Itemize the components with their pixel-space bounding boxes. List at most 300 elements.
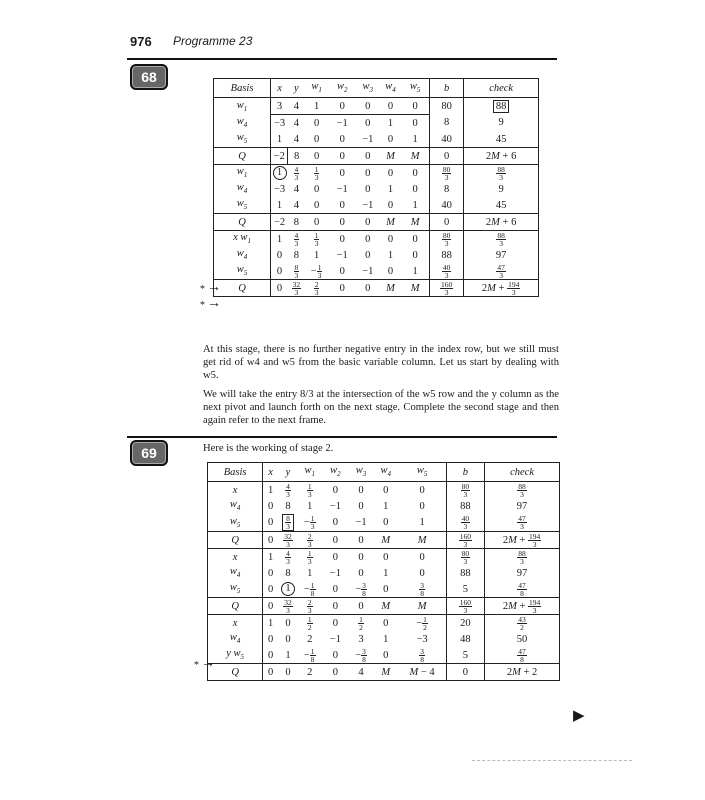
value-cell: 1 bbox=[271, 231, 288, 248]
value-cell: 0 bbox=[380, 98, 402, 115]
basis-cell: x $w_1$ bbox=[214, 231, 271, 248]
value-cell: 0 bbox=[380, 231, 402, 248]
table-row bbox=[208, 615, 560, 632]
simplex-table-69 bbox=[207, 462, 560, 681]
value-cell: −1 bbox=[362, 199, 374, 211]
value-cell: $\frac{1}{2}$ bbox=[298, 615, 322, 632]
table-row bbox=[214, 98, 539, 115]
header-cell: check bbox=[464, 79, 539, 98]
value-cell: 0 bbox=[263, 532, 278, 549]
value-cell: $\frac{1}{3}$ bbox=[307, 481, 312, 499]
value-cell: 88 bbox=[446, 565, 484, 581]
table-row bbox=[208, 549, 560, 566]
header-cell: $w_2$ bbox=[322, 463, 350, 482]
value-cell: 1 bbox=[387, 183, 394, 195]
value-cell: M bbox=[401, 148, 429, 165]
value-cell: 20 bbox=[446, 615, 484, 632]
value-cell: 0 bbox=[401, 231, 429, 248]
page-number: 976 bbox=[130, 34, 152, 49]
value-cell: $\frac{32}{3}$ bbox=[288, 280, 305, 297]
value-cell: $\frac{3}{8}$ bbox=[399, 581, 447, 598]
value-cell: $\frac{1}{3}$ bbox=[305, 231, 329, 248]
value-cell: 2M + $\frac{194}{3}$ bbox=[485, 598, 560, 615]
value-cell: $\frac{32}{3}$ bbox=[278, 532, 298, 549]
value-cell: $\frac{160}{3}$ bbox=[446, 598, 484, 615]
basis-cell: $w_1$ bbox=[214, 165, 271, 182]
paragraph-68-2: We will take the entry 8/3 at the intersection of the w5 row and the y column as the next pivot and launch forth on the next stage. Complete the second stage and then again refer to the next frame. bbox=[203, 389, 559, 426]
value-cell: $\frac{1}{2}$ bbox=[349, 615, 373, 632]
value-cell: 2M + $\frac{194}{3}$ bbox=[464, 280, 539, 297]
next-frame-icon[interactable]: ▶ bbox=[573, 708, 585, 724]
value-cell: $\frac{4}{3}$ bbox=[278, 549, 298, 566]
value-cell: 0 bbox=[276, 249, 283, 261]
value-cell: 1 bbox=[401, 131, 429, 148]
value-cell: −1 bbox=[329, 633, 341, 645]
header-cell: x bbox=[263, 463, 278, 482]
value-cell: 0 bbox=[305, 148, 329, 165]
value-cell: 0 bbox=[278, 615, 298, 632]
value-cell: $\frac{88}{3}$ bbox=[464, 165, 539, 182]
row-marker: * bbox=[194, 660, 199, 671]
value-cell: $\frac{2}{3}$ bbox=[298, 532, 322, 549]
value-cell: 1 bbox=[401, 263, 429, 280]
value-cell: $\frac{8}{3}$ bbox=[278, 514, 298, 532]
arrow-right-icon: → bbox=[207, 280, 221, 295]
value-cell: $\frac{80}{3}$ bbox=[446, 482, 484, 499]
divider bbox=[472, 760, 632, 762]
value-cell: 2 bbox=[307, 633, 313, 645]
value-cell: 0 bbox=[268, 649, 274, 661]
value-cell: −1 bbox=[362, 133, 374, 145]
value-cell: 9 bbox=[498, 117, 504, 129]
value-cell: 0 bbox=[322, 615, 350, 632]
value-cell: 5 bbox=[446, 647, 484, 664]
value-cell: 88 bbox=[446, 498, 484, 514]
value-cell: 0 bbox=[328, 98, 356, 115]
value-cell: $\frac{47}{3}$ bbox=[497, 262, 505, 280]
frame-68-label: 68 bbox=[130, 64, 168, 90]
basis-cell: $w_5$ bbox=[208, 514, 263, 532]
value-cell: 1 bbox=[307, 500, 313, 512]
value-cell: $\frac{80}{3}$ bbox=[429, 231, 463, 248]
value-cell: 0 bbox=[356, 98, 380, 115]
value-cell: 0 bbox=[356, 280, 380, 297]
value-cell: M − 4 bbox=[399, 664, 447, 681]
value-cell: M bbox=[380, 214, 402, 231]
value-cell: $\frac{88}{3}$ bbox=[485, 549, 560, 566]
value-cell: 0 bbox=[387, 199, 394, 211]
header-cell: x bbox=[271, 79, 288, 98]
table-row bbox=[208, 498, 560, 514]
value-cell: $\frac{88}{3}$ bbox=[518, 481, 526, 499]
value-cell: 9 bbox=[498, 183, 504, 195]
basis-cell: Q bbox=[208, 664, 263, 681]
value-cell: 0 bbox=[349, 598, 373, 615]
table-row bbox=[214, 214, 539, 231]
row-marker: * bbox=[200, 300, 205, 311]
value-cell: 0 bbox=[268, 633, 274, 645]
value-cell: − $\frac{1}{8}$ bbox=[303, 580, 315, 598]
table-row bbox=[208, 482, 560, 499]
header-cell: $w_4$ bbox=[373, 463, 399, 482]
value-cell: 0 bbox=[322, 664, 350, 681]
value-cell: 8 bbox=[288, 148, 305, 165]
basis-cell: $w_4$ bbox=[214, 181, 271, 197]
value-cell: 1 bbox=[278, 581, 298, 598]
arrow-right-icon: → bbox=[201, 656, 215, 671]
value-cell: 0 bbox=[332, 583, 338, 595]
table-row bbox=[214, 181, 539, 197]
header-cell: b bbox=[429, 79, 463, 98]
basis-cell: $w_4$ bbox=[214, 247, 271, 263]
value-cell: 0 bbox=[365, 249, 371, 261]
value-cell: 0 bbox=[313, 183, 320, 195]
value-cell: 0 bbox=[268, 567, 274, 579]
basis-cell: $w_5$ bbox=[214, 131, 271, 148]
table-row bbox=[214, 280, 539, 297]
value-cell: 0 bbox=[429, 214, 463, 231]
value-cell: − $\frac{1}{3}$ bbox=[303, 514, 315, 531]
value-cell: −3 bbox=[273, 183, 286, 195]
basis-cell: Q bbox=[214, 148, 271, 165]
value-cell: 2M + 6 bbox=[464, 148, 539, 165]
value-cell: $\frac{47}{8}$ bbox=[518, 580, 526, 598]
value-cell: 2M + $\frac{194}{3}$ bbox=[485, 532, 560, 549]
basis-cell: Q bbox=[214, 214, 271, 231]
value-cell: M bbox=[399, 532, 447, 549]
value-cell: 97 bbox=[516, 567, 528, 579]
value-cell: 0 bbox=[263, 664, 278, 681]
value-cell: −1 bbox=[329, 500, 341, 512]
value-cell: −1 bbox=[336, 183, 348, 195]
value-cell: 8 bbox=[285, 500, 291, 512]
value-cell: 0 bbox=[399, 498, 447, 514]
table-row bbox=[214, 115, 539, 132]
value-cell: 1 bbox=[383, 567, 389, 579]
value-cell: 1 bbox=[401, 197, 429, 214]
value-cell: 48 bbox=[446, 631, 484, 647]
programme-title: Programme 23 bbox=[173, 34, 253, 48]
value-cell: 1 bbox=[387, 249, 394, 261]
value-cell: $\frac{80}{3}$ bbox=[429, 165, 463, 182]
value-cell: M bbox=[401, 280, 429, 297]
value-cell: 40 bbox=[429, 131, 463, 148]
header-cell: $w_2$ bbox=[328, 79, 356, 98]
value-cell: 0 bbox=[328, 165, 356, 182]
arrow-right-icon: → bbox=[207, 296, 221, 311]
value-cell: M bbox=[373, 598, 399, 615]
paragraph-68-1: At this stage, there is no further negative entry in the index row, but we still must get rid of w4 and w5 from the basic variable column. Let us start by dealing with w5. bbox=[203, 344, 559, 381]
value-cell: 0 bbox=[268, 500, 274, 512]
table-row bbox=[214, 148, 539, 165]
value-cell: 0 bbox=[401, 115, 429, 132]
value-cell: M bbox=[401, 214, 429, 231]
basis-cell: x bbox=[208, 549, 263, 566]
value-cell: 0 bbox=[365, 117, 371, 129]
value-cell: 0 bbox=[383, 583, 389, 595]
value-cell: M bbox=[380, 148, 402, 165]
frame-69-intro: Here is the working of stage 2. bbox=[203, 443, 334, 454]
value-cell: $\frac{1}{3}$ bbox=[305, 165, 329, 182]
value-cell: 3 bbox=[358, 633, 364, 645]
table-row bbox=[214, 247, 539, 263]
value-cell: 1 bbox=[383, 633, 389, 645]
value-cell: 4 bbox=[349, 664, 373, 681]
value-cell: 0 bbox=[328, 148, 356, 165]
value-cell: 4 bbox=[288, 98, 305, 115]
basis-cell: $w_1$ bbox=[214, 98, 271, 115]
basis-cell: y $w_5$ bbox=[208, 647, 263, 664]
table-row bbox=[214, 165, 539, 182]
frame-rule bbox=[127, 436, 557, 438]
value-cell: 1 bbox=[387, 117, 394, 129]
value-cell: 0 bbox=[401, 98, 429, 115]
value-cell: 0 bbox=[322, 549, 350, 566]
header-cell: $w_5$ bbox=[401, 79, 429, 98]
basis-cell: Q bbox=[208, 532, 263, 549]
basis-cell: $w_5$ bbox=[214, 197, 271, 214]
value-cell: 0 bbox=[332, 649, 338, 661]
value-cell: 8 bbox=[429, 115, 463, 132]
value-cell: 0 bbox=[383, 484, 389, 496]
value-cell: M bbox=[373, 664, 399, 681]
value-cell: $\frac{3}{8}$ bbox=[399, 647, 447, 664]
value-cell: 4 bbox=[293, 183, 299, 195]
value-cell: − $\frac{3}{8}$ bbox=[355, 646, 366, 664]
value-cell: 0 bbox=[339, 199, 345, 211]
basis-cell: $w_5$ bbox=[208, 581, 263, 598]
value-cell: 0 bbox=[399, 565, 447, 581]
value-cell: 0 bbox=[380, 165, 402, 182]
table-row bbox=[214, 131, 539, 148]
header-cell: $w_4$ bbox=[380, 79, 402, 98]
value-cell: 1 bbox=[305, 98, 329, 115]
value-cell: 0 bbox=[313, 133, 320, 145]
table-row bbox=[208, 514, 560, 532]
value-cell: 45 bbox=[495, 199, 507, 211]
value-cell: 0 bbox=[313, 117, 320, 129]
table-row bbox=[214, 197, 539, 214]
value-cell: 2M + 6 bbox=[464, 214, 539, 231]
value-cell: −2 bbox=[271, 214, 288, 231]
value-cell: 4 bbox=[293, 199, 299, 211]
value-cell: $\frac{4}{3}$ bbox=[288, 165, 305, 182]
header-cell: $w_1$ bbox=[298, 463, 322, 482]
value-cell: 8 bbox=[288, 214, 305, 231]
value-cell: 3 bbox=[271, 98, 288, 115]
table-row bbox=[214, 231, 539, 248]
header-rule bbox=[127, 58, 557, 60]
value-cell: 0 bbox=[358, 500, 364, 512]
value-cell: 88 bbox=[429, 247, 463, 263]
value-cell: 4 bbox=[293, 133, 299, 145]
value-cell: 0 bbox=[446, 664, 484, 681]
table-row bbox=[208, 565, 560, 581]
value-cell: 1 bbox=[383, 500, 389, 512]
table-row bbox=[208, 664, 560, 681]
value-cell: 97 bbox=[516, 500, 528, 512]
value-cell: $\frac{1}{3}$ bbox=[298, 549, 322, 566]
value-cell: − $\frac{3}{8}$ bbox=[355, 580, 366, 598]
value-cell: 0 bbox=[322, 532, 350, 549]
value-cell: 0 bbox=[339, 133, 345, 145]
value-cell: 0 bbox=[349, 532, 373, 549]
value-cell: −2 bbox=[271, 148, 288, 165]
value-cell: $\frac{160}{3}$ bbox=[446, 532, 484, 549]
value-cell: − $\frac{1}{8}$ bbox=[303, 646, 315, 664]
value-cell: 0 bbox=[373, 549, 399, 566]
table-row bbox=[208, 647, 560, 664]
basis-cell: x bbox=[208, 615, 263, 632]
value-cell: 0 bbox=[387, 133, 394, 145]
header-cell: y bbox=[288, 79, 305, 98]
value-cell: 1 bbox=[271, 165, 288, 182]
value-cell: −1 bbox=[362, 265, 374, 277]
value-cell: $\frac{40}{3}$ bbox=[446, 514, 484, 532]
value-cell: 0 bbox=[349, 549, 373, 566]
value-cell: 1 bbox=[276, 199, 283, 211]
value-cell: 0 bbox=[332, 484, 338, 496]
value-cell: −3 bbox=[399, 631, 447, 647]
value-cell: 0 bbox=[263, 598, 278, 615]
value-cell: − $\frac{1}{2}$ bbox=[399, 615, 447, 632]
value-cell: $\frac{80}{3}$ bbox=[446, 549, 484, 566]
value-cell: 8 bbox=[293, 249, 299, 261]
value-cell: 0 bbox=[365, 183, 371, 195]
header-cell: $w_5$ bbox=[399, 463, 447, 482]
frame-69-label: 69 bbox=[130, 440, 168, 466]
header-cell: Basis bbox=[208, 463, 263, 482]
value-cell: $\frac{2}{3}$ bbox=[305, 280, 329, 297]
header-cell: y bbox=[278, 463, 298, 482]
table-row bbox=[214, 263, 539, 280]
table-row bbox=[208, 581, 560, 598]
header-cell: check bbox=[485, 463, 560, 482]
value-cell: 1 bbox=[313, 249, 320, 261]
value-cell: −1 bbox=[336, 117, 348, 129]
value-cell: 2M + 2 bbox=[485, 664, 560, 681]
value-cell: 0 bbox=[356, 214, 380, 231]
table-row bbox=[208, 598, 560, 615]
value-cell: 0 bbox=[305, 214, 329, 231]
row-marker: * bbox=[200, 284, 205, 295]
value-cell: 0 bbox=[268, 517, 274, 528]
header-cell: $w_3$ bbox=[356, 79, 380, 98]
value-cell: $\frac{43}{2}$ bbox=[485, 615, 560, 632]
value-cell: 0 bbox=[328, 214, 356, 231]
value-cell: 40 bbox=[429, 197, 463, 214]
value-cell: 88 bbox=[464, 98, 539, 115]
basis-cell: $w_4$ bbox=[208, 498, 263, 514]
value-cell: $\frac{4}{3}$ bbox=[288, 231, 305, 248]
value-cell: 0 bbox=[399, 549, 447, 566]
value-cell: 2 bbox=[298, 664, 322, 681]
value-cell: 0 bbox=[271, 280, 288, 297]
value-cell: 1 bbox=[263, 615, 278, 632]
value-cell: 0 bbox=[429, 148, 463, 165]
value-cell: 0 bbox=[313, 199, 320, 211]
basis-cell: $w_4$ bbox=[214, 115, 271, 132]
value-cell: 0 bbox=[401, 181, 429, 197]
value-cell: $\frac{160}{3}$ bbox=[429, 280, 463, 297]
value-cell: 45 bbox=[495, 133, 507, 145]
table-row bbox=[208, 631, 560, 647]
value-cell: 5 bbox=[446, 581, 484, 598]
value-cell: −1 bbox=[355, 517, 367, 528]
value-cell: 0 bbox=[332, 517, 338, 528]
value-cell: 0 bbox=[387, 265, 394, 277]
value-cell: 0 bbox=[278, 664, 298, 681]
value-cell: −1 bbox=[329, 567, 341, 579]
value-cell: 0 bbox=[383, 517, 389, 528]
value-cell: $\frac{88}{3}$ bbox=[464, 231, 539, 248]
simplex-table-68 bbox=[213, 78, 539, 297]
value-cell: 0 bbox=[356, 231, 380, 248]
value-cell: $\frac{32}{3}$ bbox=[278, 598, 298, 615]
value-cell: −1 bbox=[336, 249, 348, 261]
value-cell: 80 bbox=[429, 98, 463, 115]
value-cell: 0 bbox=[356, 148, 380, 165]
value-cell: 0 bbox=[399, 482, 447, 499]
header-cell: $w_1$ bbox=[305, 79, 329, 98]
value-cell: $\frac{2}{3}$ bbox=[298, 598, 322, 615]
value-cell: 1 bbox=[263, 549, 278, 566]
value-cell: 1 bbox=[268, 484, 274, 496]
value-cell: 0 bbox=[356, 165, 380, 182]
table-row bbox=[208, 532, 560, 549]
value-cell: 0 bbox=[401, 247, 429, 263]
value-cell: $\frac{4}{3}$ bbox=[286, 481, 290, 499]
basis-cell: $w_4$ bbox=[208, 631, 263, 647]
value-cell: M bbox=[399, 598, 447, 615]
basis-cell: $w_4$ bbox=[208, 565, 263, 581]
value-cell: 4 bbox=[293, 117, 299, 129]
value-cell: 0 bbox=[276, 265, 283, 277]
value-cell: $\frac{47}{3}$ bbox=[518, 514, 526, 531]
value-cell: $\frac{40}{3}$ bbox=[429, 263, 463, 280]
value-cell: 0 bbox=[322, 598, 350, 615]
value-cell: 0 bbox=[383, 649, 389, 661]
value-cell: $\frac{47}{8}$ bbox=[518, 646, 526, 664]
value-cell: 0 bbox=[328, 280, 356, 297]
value-cell: 0 bbox=[358, 484, 364, 496]
value-cell: 0 bbox=[268, 583, 274, 595]
value-cell: M bbox=[380, 280, 402, 297]
value-cell: 8 bbox=[429, 181, 463, 197]
value-cell: 1 bbox=[276, 133, 283, 145]
value-cell: 0 bbox=[358, 567, 364, 579]
value-cell: − $\frac{1}{3}$ bbox=[310, 262, 322, 280]
value-cell: 1 bbox=[285, 649, 291, 661]
value-cell: −3 bbox=[273, 117, 286, 129]
value-cell: 0 bbox=[339, 265, 345, 277]
value-cell: 50 bbox=[516, 633, 528, 645]
value-cell: 0 bbox=[285, 633, 291, 645]
header-cell: Basis bbox=[214, 79, 271, 98]
header-cell: $w_3$ bbox=[349, 463, 373, 482]
value-cell: 1 bbox=[307, 567, 313, 579]
basis-cell: $w_5$ bbox=[214, 263, 271, 280]
basis-cell: Q bbox=[208, 598, 263, 615]
value-cell: 0 bbox=[373, 615, 399, 632]
value-cell: M bbox=[373, 532, 399, 549]
value-cell: 0 bbox=[328, 231, 356, 248]
header-cell: b bbox=[446, 463, 484, 482]
value-cell: $\frac{8}{3}$ bbox=[294, 262, 299, 280]
basis-cell: x bbox=[208, 482, 263, 499]
value-cell: 97 bbox=[495, 249, 507, 261]
basis-cell: Q bbox=[214, 280, 271, 297]
